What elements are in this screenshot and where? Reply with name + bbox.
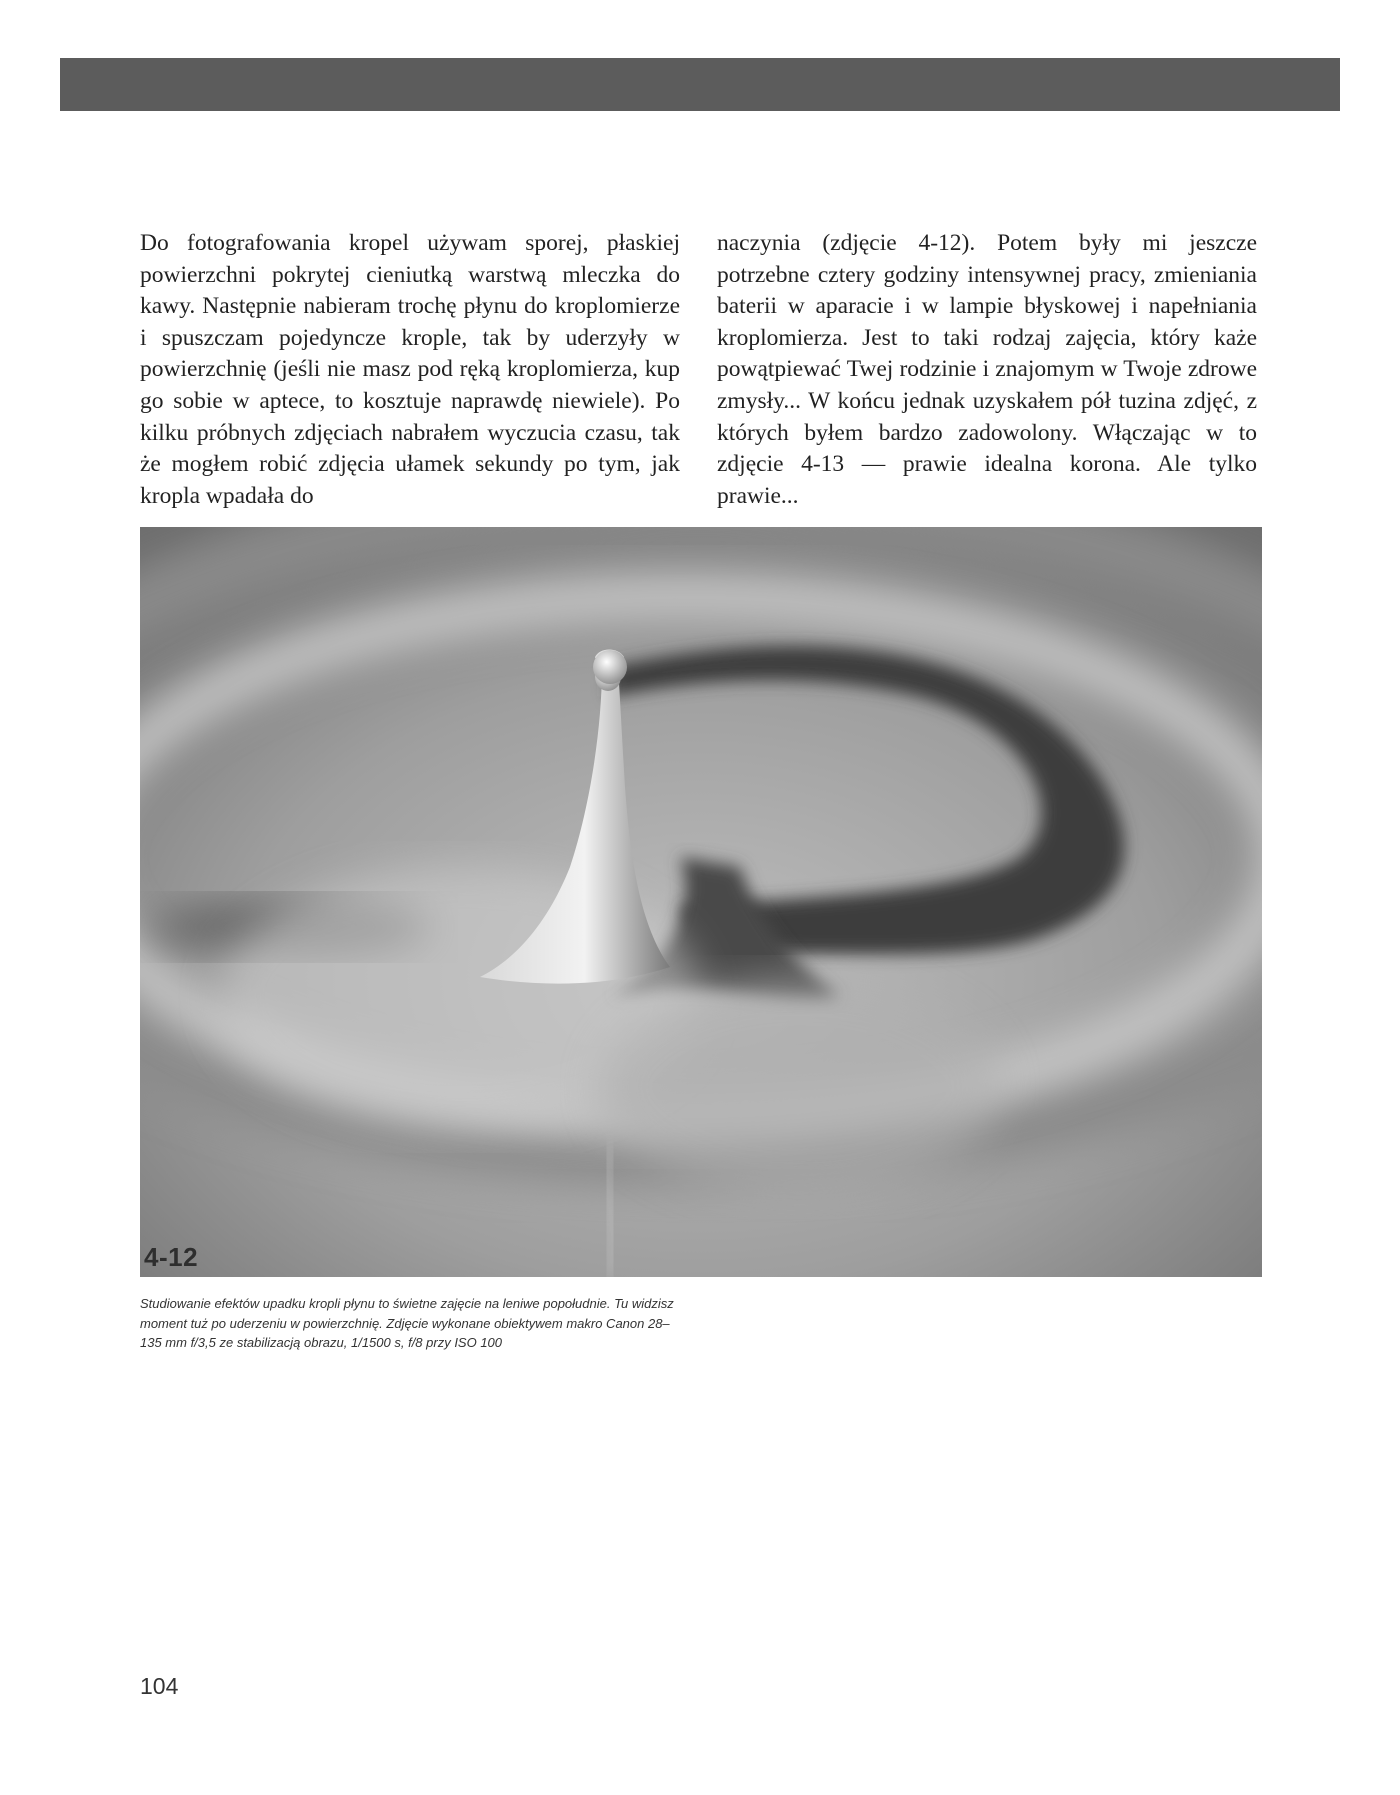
body-text-right-column: [717, 228, 1257, 512]
figure-caption: Studiowanie efektów upadku kropli płynu to świetne zajęcie na leniwe popołudnie. Tu widzisz moment tuż po uderzeniu w powierzchnię. Zdjęcie wykonane obiektywem makro Canon 28–135 mm f/3,5 ze stabilizacją obrazu, 1/1500 s, f/8 przy ISO 100: [140, 1296, 674, 1351]
figure-photo-milk-drop: [140, 527, 1262, 1277]
figure-label: 4-12: [144, 1242, 199, 1272]
milk-drop-illustration: [140, 527, 1262, 1277]
paragraph-left: Do fotografowania kropel używam sporej, płaskiej powierzchni pokrytej cieniutką warstwą mleczka do kawy. Następnie nabieram trochę płynu do kroplomierze i spuszczam pojedyncze krople, tak by uderzyły w powierzchnię (jeśli nie masz pod ręką kroplomierza, kup go sobie w aptece, to kosztuje naprawdę niewiele). Po kilku próbnych zdjęciach nabrałem wyczucia czasu, tak że mogłem robić zdjęcia ułamek sekundy po tym, jak kropla wpadała do: [140, 230, 680, 509]
paragraph-right: naczynia (zdjęcie 4-12). Potem były mi jeszcze potrzebne cztery godziny intensywnej pracy, zmieniania baterii w aparacie i w lampie błyskowej i napełniania kroplomierza. Jest to taki rodzaj zajęcia, który każe powątpiewać Twej rodzinie i znajomym w Twoje zdrowe zmysły... W końcu jednak uzyskałem pół tuzina zdjęć, z których byłem bardzo zadowolony. Włączając w to zdjęcie 4-13 — prawie idealna korona. Ale tylko prawie...: [717, 230, 1257, 509]
page-number: 104: [140, 1673, 179, 1699]
body-text-left-column: [140, 228, 680, 512]
header-bar: [60, 58, 1340, 111]
